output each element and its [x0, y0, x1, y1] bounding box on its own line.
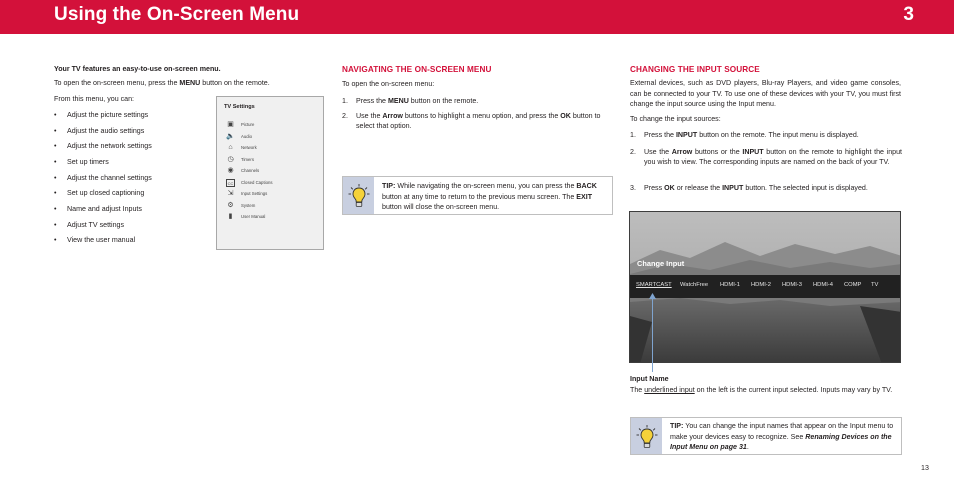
- input-option-tv[interactable]: TV: [871, 282, 879, 288]
- list-item: [54, 126, 204, 136]
- change-input-screenshot: [629, 211, 901, 363]
- input-option-smartcast[interactable]: SMARTCAST: [636, 282, 672, 288]
- tip-icon-panel: [631, 418, 662, 454]
- intro-paragraph: To open the on-screen menu, press the MENU button on the remote.: [54, 79, 270, 87]
- menu-item-label: Timers: [241, 156, 254, 162]
- list-item-text: Adjust the network settings: [67, 142, 152, 150]
- clock-icon: ◷: [227, 155, 234, 163]
- caption-title: Input Name: [630, 375, 669, 383]
- bullet-dot: •: [54, 236, 57, 244]
- to-change-text: To change the input sources:: [630, 115, 721, 123]
- tip-icon-panel: [343, 177, 374, 214]
- menu-item-network[interactable]: [226, 144, 321, 154]
- input-option-hdmi-2[interactable]: HDMI-2: [751, 282, 771, 288]
- input-options-bar: [630, 275, 901, 298]
- list-item-text: Set up closed captioning: [67, 189, 145, 197]
- bullet-dot: •: [54, 111, 57, 119]
- speaker-icon: 🔈: [226, 132, 235, 140]
- bullet-dot: •: [54, 174, 57, 182]
- input-paragraph: External devices, such as DVD players, Blu-ray Players, and video game consoles, can be connected to your TV. To use one of these devices with your TV, you must first change the input source using the Input menu.: [630, 79, 901, 109]
- from-menu-text: From this menu, you can:: [54, 95, 135, 103]
- menu-item-label: Closed Captions: [241, 179, 273, 185]
- list-item: [54, 220, 204, 230]
- input-option-watchfree[interactable]: WatchFree: [680, 282, 709, 288]
- page-title: Using the On-Screen Menu: [54, 4, 300, 25]
- menu-item-user-manual[interactable]: [226, 213, 321, 223]
- page-header: [0, 0, 954, 34]
- menu-item-closed-captions[interactable]: [226, 179, 321, 189]
- input-icon: ⇲: [227, 190, 234, 197]
- list-item-text: Adjust the picture settings: [67, 111, 149, 119]
- menu-item-label: User Manual: [241, 214, 266, 219]
- callout-line: [652, 296, 653, 372]
- menu-item-label: Channels: [241, 168, 260, 173]
- bullet-dot: •: [54, 158, 57, 166]
- cc-icon: CC: [227, 180, 234, 186]
- list-item: [54, 235, 204, 245]
- input-tip-text: TIP: You can change the input names that appear on the Input menu to make your devices easy to recognize. See Renaming Devices on the Input Menu on page 31.: [670, 422, 894, 452]
- bullet-dot: •: [54, 127, 57, 135]
- menu-item-label: Network: [241, 145, 257, 150]
- input-option-hdmi-3[interactable]: HDMI-3: [782, 282, 802, 288]
- input-step-2: 2. Use the Arrow buttons or the INPUT button on the remote to highlight the input you wish to view. The corresponding inputs are named on the back of your TV.: [630, 148, 903, 167]
- picture-icon: ▣: [227, 121, 234, 128]
- input-option-comp[interactable]: COMP: [844, 282, 862, 288]
- gear-icon: ⚙: [227, 201, 234, 209]
- nav-tip-box: [342, 176, 613, 215]
- page-number: 13: [921, 464, 929, 472]
- list-item-text: Set up timers: [67, 158, 109, 166]
- list-item-text: View the user manual: [67, 236, 136, 244]
- input-option-hdmi-1[interactable]: HDMI-1: [720, 282, 740, 288]
- nav-tip-text: TIP: While navigating the on-screen menu, you can press the BACK button at any time to return to the previous menu screen. The EXIT button will close the on-screen menu.: [382, 182, 597, 212]
- list-item-text: Adjust the audio settings: [67, 127, 145, 135]
- list-item: [54, 173, 204, 183]
- bullet-dot: •: [54, 221, 57, 229]
- bullet-dot: •: [54, 205, 57, 213]
- menu-item-input-settings[interactable]: [226, 190, 321, 200]
- tv-settings-title: TV Settings: [224, 104, 255, 110]
- tv-settings-menu: [216, 96, 324, 250]
- nav-step-2: 2. Use the Arrow buttons to highlight a menu option, and press the OK button to select that option.: [342, 112, 601, 131]
- input-heading: CHANGING THE INPUT SOURCE: [630, 65, 760, 74]
- caption-text: The underlined input on the left is the current input selected. Inputs may vary by TV.: [630, 386, 893, 394]
- input-step-1: 1. Press the INPUT button on the remote. The input menu is displayed.: [630, 131, 859, 139]
- chapter-number: 3: [903, 4, 914, 25]
- menu-item-picture[interactable]: [226, 121, 321, 131]
- lightbulb-icon: [636, 424, 658, 450]
- list-item: [54, 141, 204, 151]
- list-item-text: Adjust TV settings: [67, 221, 125, 229]
- menu-item-audio[interactable]: [226, 133, 321, 143]
- list-item-text: Name and adjust Inputs: [67, 205, 142, 213]
- nav-step-1: 1. Press the MENU button on the remote.: [342, 97, 479, 105]
- channels-icon: ◉: [227, 167, 234, 174]
- list-item: [54, 110, 204, 120]
- manual-icon: ▮: [228, 213, 233, 220]
- intro-heading: Your TV features an easy-to-use on-screen menu.: [54, 65, 221, 73]
- change-input-title: Change Input: [637, 259, 685, 268]
- nav-heading: NAVIGATING THE ON-SCREEN MENU: [342, 65, 492, 74]
- list-item: [54, 157, 204, 167]
- lightbulb-icon: [348, 183, 370, 209]
- menu-item-label: System: [241, 202, 256, 208]
- input-step-3: 3. Press OK or release the INPUT button. The selected input is displayed.: [630, 184, 868, 192]
- menu-item-timers[interactable]: [226, 156, 321, 166]
- bullet-dot: •: [54, 142, 57, 150]
- menu-item-system[interactable]: [226, 202, 321, 212]
- list-item: [54, 188, 204, 198]
- bullet-dot: •: [54, 189, 57, 197]
- menu-item-channels[interactable]: [226, 167, 321, 177]
- input-option-hdmi-4[interactable]: HDMI-4: [813, 282, 833, 288]
- menu-item-label: Input Settings: [241, 191, 268, 196]
- menu-item-label: Audio: [241, 133, 252, 139]
- input-tip-box: [630, 417, 902, 455]
- list-item: [54, 204, 204, 214]
- nav-intro: To open the on-screen menu:: [342, 80, 435, 88]
- list-item-text: Adjust the channel settings: [67, 174, 152, 182]
- menu-item-label: Picture: [241, 122, 255, 127]
- network-icon: ⌂: [228, 144, 233, 151]
